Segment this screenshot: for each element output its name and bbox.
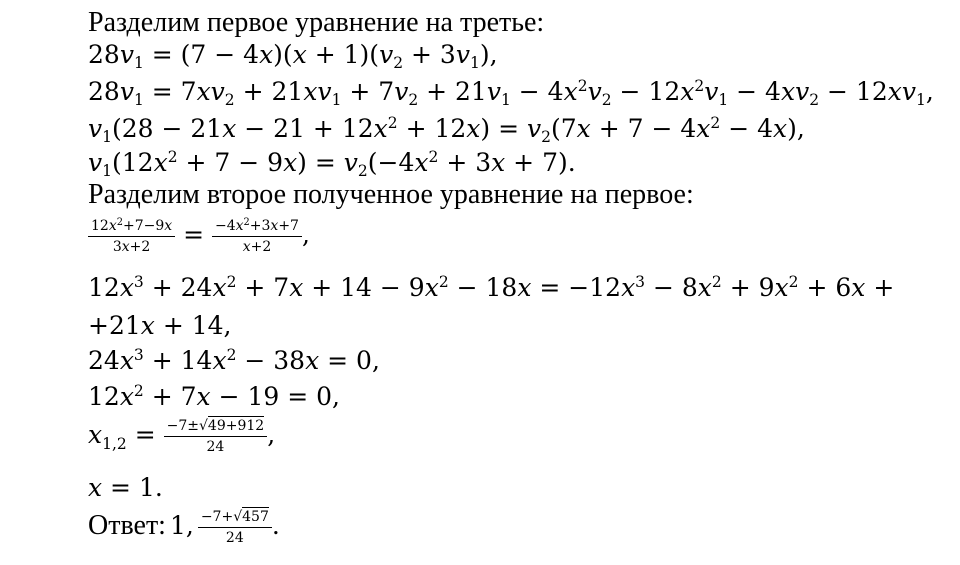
equation-5-fraction: $\frac{12x^2+7-9x}{3x+2}$ = $\frac{-4x^2+3x+7}{x+2}$ , [88,218,310,255]
equation-6: $12x^3 + 24x^2 + 7x + 14 - 9x^2 - 18x = -12x^3 - 8x^2 + 9x^2 + 6x$ + [88,273,895,302]
equation-11: x = 1. [88,473,163,502]
equation-9: $12x^2 + 7x - 19 = 0$, [88,382,341,411]
answer-second-root: $\frac{-7+√457}{24}$ . [198,511,280,540]
answer-label: Ответ: [88,510,166,542]
equation-8: $24x^3 + 14x^2 - 38x = 0$, [88,346,380,375]
answer-line [88,509,280,546]
equation-10-roots: $x_{1,2}$ = $\frac{-7\pm√49+912}{24}$ , [88,418,276,456]
answer-first-root: 1, [169,511,194,541]
heading-divide-second-by-first: Разделим второе полученное уравнение на первое: [88,179,694,210]
equation-3: $v_1(28 - 21x - 21 + 12x^2 + 12x) = v_2(7x + 7 - 4x^2 - 4x)$, [88,114,805,147]
equation-4: $v_1(12x^2 + 7 - 9x) = v_2(-4x^2 + 3x + 7)$. [88,148,576,181]
equation-7: +21x + 14, [88,311,232,340]
equation-2: $28v_1 = 7xv_2 + 21xv_1 + 7v_2 + 21v_1 - 4x^2v_2 - 12x^2v_1 - 4xv_2 - 12xv_1$, [88,77,934,110]
heading-divide-first-by-third: Разделим первое уравнение на третье: [88,7,545,38]
equation-1: $28v_1 = (7 - 4x)(x + 1)(v_2 + 3v_1)$, [88,40,498,73]
